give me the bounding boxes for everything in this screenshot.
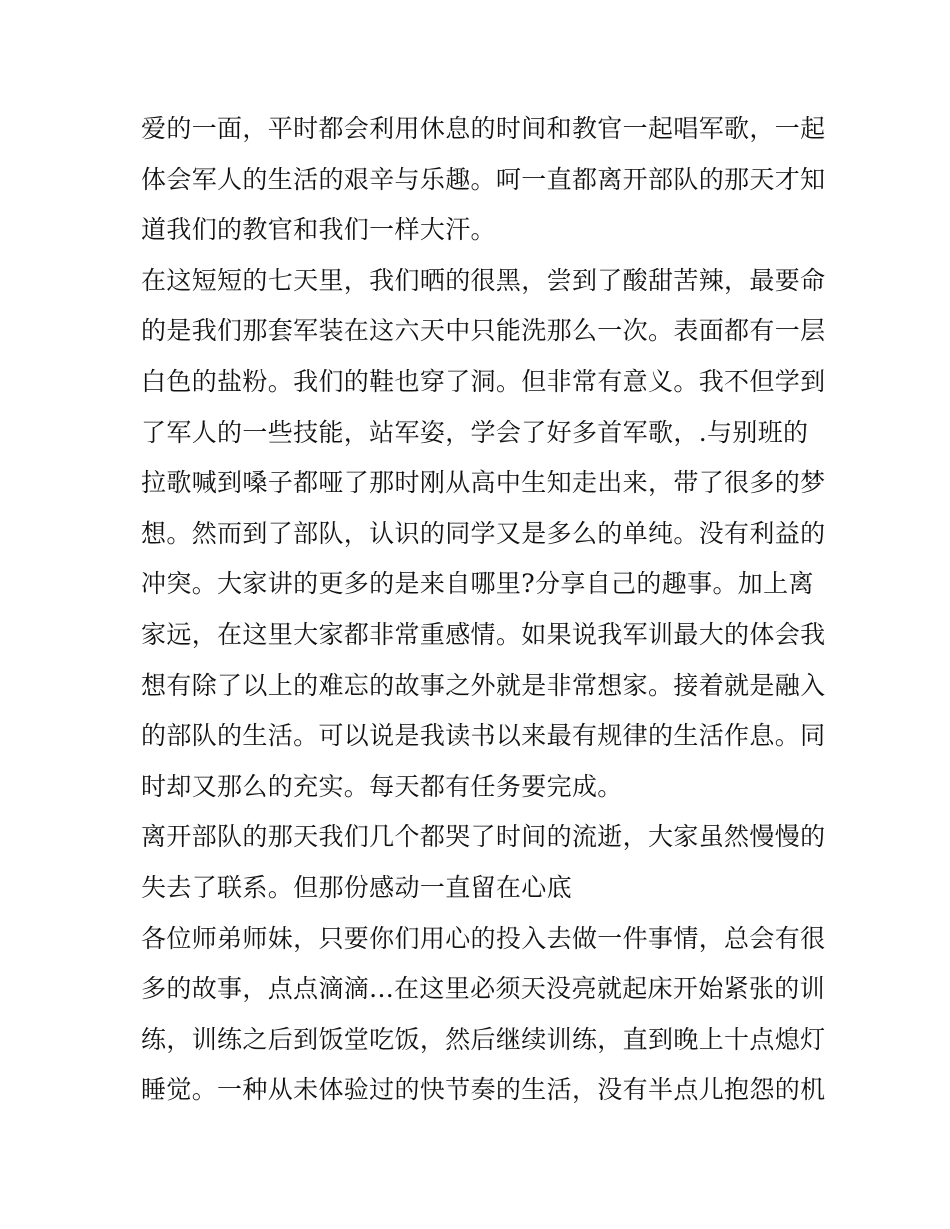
text-line: 想有除了以上的难忘的故事之外就是非常想家。接着就是融入 <box>141 670 826 700</box>
text-line: 的部队的生活。可以说是我读书以来最有规律的生活作息。同 <box>141 721 826 751</box>
text-line: 道我们的教官和我们一样大汗。 <box>141 215 496 245</box>
text-line: 家远，在这里大家都非常重感情。如果说我军训最大的体会我 <box>141 619 826 649</box>
text-line: 练，训练之后到饭堂吃饭，然后继续训练，直到晚上十点熄灯 <box>141 1024 826 1054</box>
text-line: 了军人的一些技能，站军姿，学会了好多首军歌，.与别班的 <box>141 417 809 447</box>
text-line: 爱的一面，平时都会利用休息的时间和教官一起唱军歌，一起 <box>141 114 826 143</box>
body-text <box>141 104 826 1116</box>
text-line: 时却又那么的充实。每天都有任务要完成。 <box>141 771 623 801</box>
text-line: 在这短短的七天里，我们晒的很黑，尝到了酸甜苦辣，最要命 <box>141 265 826 295</box>
text-line: 冲突。大家讲的更多的是来自哪里?分享自己的趣事。加上离 <box>141 569 814 599</box>
text-line: 白色的盐粉。我们的鞋也穿了洞。但非常有意义。我不但学到 <box>141 366 826 396</box>
text-line: 多的故事，点点滴滴...在这里必须天没亮就起床开始紧张的训 <box>141 974 825 1004</box>
text-line: 拉歌喊到嗓子都哑了那时刚从高中生知走出来，带了很多的梦 <box>141 468 826 498</box>
text-line: 离开部队的那天我们几个都哭了时间的流逝，大家虽然慢慢的 <box>141 822 826 852</box>
text-line: 睡觉。一种从未体验过的快节奏的生活，没有半点儿抱怨的机 <box>141 1075 826 1105</box>
text-line: 失去了联系。但那份感动一直留在心底 <box>141 872 572 902</box>
text-line: 的是我们那套军装在这六天中只能洗那么一次。表面都有一层 <box>141 316 826 346</box>
text-line: 各位师弟师妹，只要你们用心的投入去做一件事情，总会有很 <box>141 923 826 953</box>
text-line: 体会军人的生活的艰辛与乐趣。呵一直都离开部队的那天才知 <box>141 164 826 194</box>
text-line: 想。然而到了部队，认识的同学又是多么的单纯。没有利益的 <box>141 518 826 548</box>
